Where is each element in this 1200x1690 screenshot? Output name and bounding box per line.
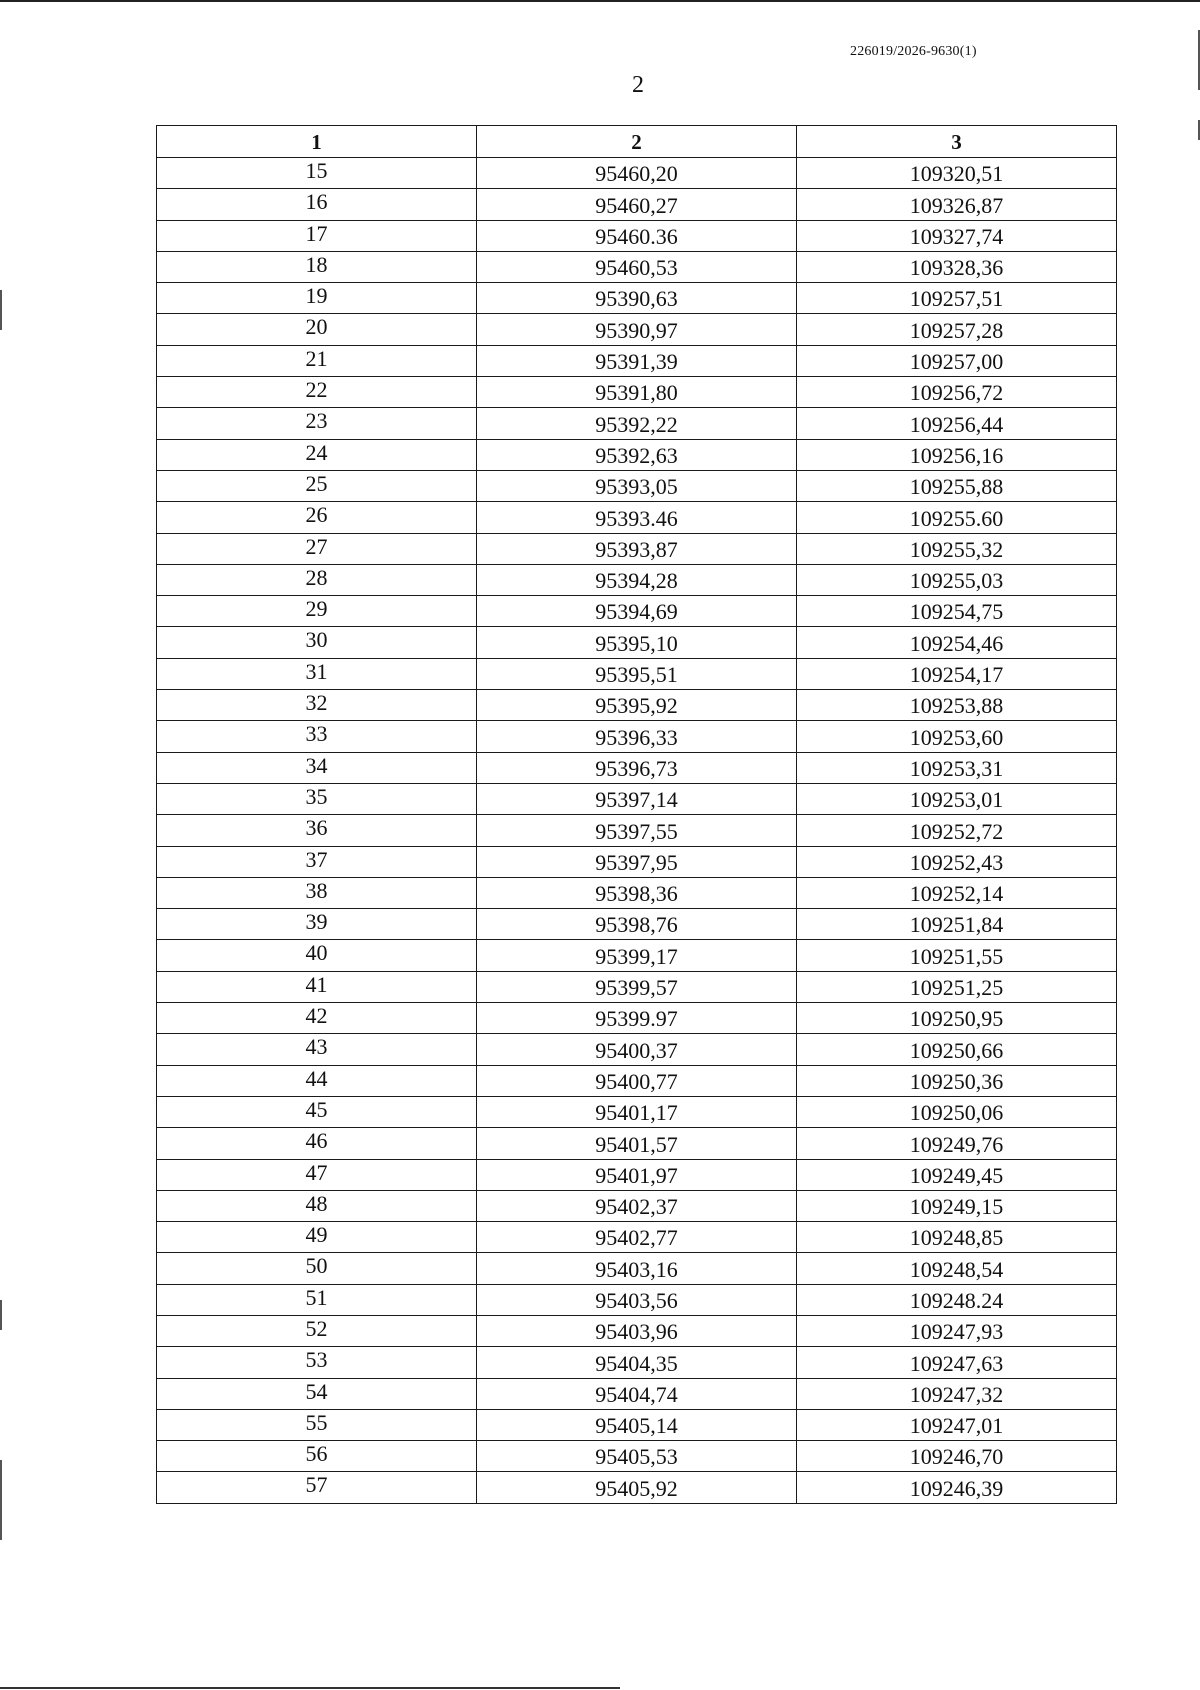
x-coordinate-cell: 95391,80 [477,377,797,408]
point-number-cell: 35 [157,783,477,814]
point-number-cell: 42 [157,1003,477,1034]
x-coordinate-cell: 95405,14 [477,1409,797,1440]
table-row [157,533,1117,564]
x-coordinate-cell: 95398,36 [477,877,797,908]
table-row [157,783,1117,814]
table-row [157,158,1117,189]
point-number-cell: 54 [157,1378,477,1409]
x-coordinate-cell: 95400,37 [477,1034,797,1065]
y-coordinate-cell: 109327,74 [797,220,1117,251]
y-coordinate-cell: 109255.60 [797,502,1117,533]
column-header-2: 2 [477,126,797,158]
x-coordinate-cell: 95391,39 [477,345,797,376]
table-header-row [157,126,1117,158]
x-coordinate-cell: 95397,14 [477,783,797,814]
x-coordinate-cell: 95392,63 [477,439,797,470]
table-row [157,251,1117,282]
x-coordinate-cell: 95390,63 [477,283,797,314]
table-row [157,752,1117,783]
point-number-cell: 50 [157,1253,477,1284]
point-number-cell: 27 [157,533,477,564]
y-coordinate-cell: 109247,01 [797,1409,1117,1440]
table-row [157,971,1117,1002]
x-coordinate-cell: 95393.46 [477,502,797,533]
y-coordinate-cell: 109247,93 [797,1315,1117,1346]
x-coordinate-cell: 95403,96 [477,1315,797,1346]
column-header-1: 1 [157,126,477,158]
table-row [157,940,1117,971]
page-number: 2 [632,72,644,98]
y-coordinate-cell: 109253,88 [797,690,1117,721]
x-coordinate-cell: 95400,77 [477,1065,797,1096]
table-row [157,470,1117,501]
point-number-cell: 34 [157,752,477,783]
column-header-3: 3 [797,126,1117,158]
table-row [157,314,1117,345]
y-coordinate-cell: 109252,14 [797,877,1117,908]
table-row [157,408,1117,439]
y-coordinate-cell: 109254,46 [797,627,1117,658]
table-row [157,1315,1117,1346]
x-coordinate-cell: 95390,97 [477,314,797,345]
x-coordinate-cell: 95394,69 [477,596,797,627]
x-coordinate-cell: 95402,77 [477,1222,797,1253]
point-number-cell: 41 [157,971,477,1002]
point-number-cell: 46 [157,1128,477,1159]
x-coordinate-cell: 95397,95 [477,846,797,877]
y-coordinate-cell: 109328,36 [797,251,1117,282]
x-coordinate-cell: 95403,16 [477,1253,797,1284]
x-coordinate-cell: 95395,51 [477,658,797,689]
y-coordinate-cell: 109246,70 [797,1441,1117,1472]
point-number-cell: 30 [157,627,477,658]
x-coordinate-cell: 95405,53 [477,1441,797,1472]
x-coordinate-cell: 95395,92 [477,690,797,721]
table-body [157,158,1117,1504]
y-coordinate-cell: 109249,45 [797,1159,1117,1190]
point-number-cell: 53 [157,1347,477,1378]
point-number-cell: 28 [157,564,477,595]
scan-artifact [0,290,2,330]
y-coordinate-cell: 109253,01 [797,783,1117,814]
x-coordinate-cell: 95401,97 [477,1159,797,1190]
y-coordinate-cell: 109247,32 [797,1378,1117,1409]
table-row [157,502,1117,533]
y-coordinate-cell: 109257,28 [797,314,1117,345]
point-number-cell: 43 [157,1034,477,1065]
x-coordinate-cell: 95393,87 [477,533,797,564]
point-number-cell: 21 [157,345,477,376]
point-number-cell: 51 [157,1284,477,1315]
x-coordinate-cell: 95402,37 [477,1190,797,1221]
point-number-cell: 31 [157,658,477,689]
table-row [157,815,1117,846]
y-coordinate-cell: 109252,43 [797,846,1117,877]
y-coordinate-cell: 109250,06 [797,1096,1117,1127]
x-coordinate-cell: 95404,35 [477,1347,797,1378]
point-number-cell: 45 [157,1096,477,1127]
point-number-cell: 52 [157,1315,477,1346]
table-row [157,658,1117,689]
x-coordinate-cell: 95396,33 [477,721,797,752]
scan-artifact [0,1300,2,1330]
scan-artifact [0,1460,2,1540]
y-coordinate-cell: 109251,55 [797,940,1117,971]
y-coordinate-cell: 109247,63 [797,1347,1117,1378]
x-coordinate-cell: 95399.97 [477,1003,797,1034]
bottom-scan-edge [0,1687,620,1689]
x-coordinate-cell: 95460.36 [477,220,797,251]
point-number-cell: 39 [157,909,477,940]
point-number-cell: 16 [157,189,477,220]
point-number-cell: 38 [157,877,477,908]
point-number-cell: 24 [157,439,477,470]
y-coordinate-cell: 109250,95 [797,1003,1117,1034]
document-number: 226019/2026-9630(1) [850,44,977,59]
x-coordinate-cell: 95398,76 [477,909,797,940]
y-coordinate-cell: 109256,16 [797,439,1117,470]
point-number-cell: 33 [157,721,477,752]
table-row [157,1347,1117,1378]
x-coordinate-cell: 95395,10 [477,627,797,658]
table-row [157,909,1117,940]
y-coordinate-cell: 109249,76 [797,1128,1117,1159]
table-row [157,345,1117,376]
x-coordinate-cell: 95460,27 [477,189,797,220]
table-row [157,1003,1117,1034]
table-row [157,596,1117,627]
x-coordinate-cell: 95460,20 [477,158,797,189]
y-coordinate-cell: 109253,60 [797,721,1117,752]
x-coordinate-cell: 95460,53 [477,251,797,282]
y-coordinate-cell: 109256,44 [797,408,1117,439]
table-row [157,377,1117,408]
table-row [157,283,1117,314]
top-scan-edge [0,0,1200,2]
table-row [157,564,1117,595]
point-number-cell: 32 [157,690,477,721]
table-row [157,627,1117,658]
point-number-cell: 44 [157,1065,477,1096]
y-coordinate-cell: 109257,51 [797,283,1117,314]
table-row [157,1253,1117,1284]
point-number-cell: 22 [157,377,477,408]
y-coordinate-cell: 109252,72 [797,815,1117,846]
y-coordinate-cell: 109255,32 [797,533,1117,564]
y-coordinate-cell: 109255,03 [797,564,1117,595]
y-coordinate-cell: 109248,85 [797,1222,1117,1253]
point-number-cell: 36 [157,815,477,846]
y-coordinate-cell: 109250,36 [797,1065,1117,1096]
table-row [157,1034,1117,1065]
y-coordinate-cell: 109320,51 [797,158,1117,189]
x-coordinate-cell: 95399,57 [477,971,797,1002]
x-coordinate-cell: 95399,17 [477,940,797,971]
x-coordinate-cell: 95392,22 [477,408,797,439]
point-number-cell: 37 [157,846,477,877]
point-number-cell: 25 [157,470,477,501]
point-number-cell: 23 [157,408,477,439]
table-row [157,1409,1117,1440]
y-coordinate-cell: 109255,88 [797,470,1117,501]
x-coordinate-cell: 95404,74 [477,1378,797,1409]
table-row [157,220,1117,251]
y-coordinate-cell: 109246,39 [797,1472,1117,1503]
x-coordinate-cell: 95393,05 [477,470,797,501]
table-row [157,1472,1117,1503]
table-row [157,690,1117,721]
y-coordinate-cell: 109326,87 [797,189,1117,220]
x-coordinate-cell: 95396,73 [477,752,797,783]
point-number-cell: 26 [157,502,477,533]
table-row [157,1284,1117,1315]
table-row [157,1159,1117,1190]
x-coordinate-cell: 95405,92 [477,1472,797,1503]
table-row [157,1378,1117,1409]
point-number-cell: 55 [157,1409,477,1440]
y-coordinate-cell: 109256,72 [797,377,1117,408]
table-row [157,1065,1117,1096]
coordinates-table [156,125,1117,1504]
y-coordinate-cell: 109248.24 [797,1284,1117,1315]
point-number-cell: 56 [157,1441,477,1472]
table-row [157,846,1117,877]
table-row [157,877,1117,908]
y-coordinate-cell: 109257,00 [797,345,1117,376]
x-coordinate-cell: 95397,55 [477,815,797,846]
x-coordinate-cell: 95401,57 [477,1128,797,1159]
point-number-cell: 29 [157,596,477,627]
x-coordinate-cell: 95394,28 [477,564,797,595]
table-row [157,1222,1117,1253]
point-number-cell: 49 [157,1222,477,1253]
point-number-cell: 47 [157,1159,477,1190]
point-number-cell: 57 [157,1472,477,1503]
x-coordinate-cell: 95403,56 [477,1284,797,1315]
table-row [157,1190,1117,1221]
table-row [157,721,1117,752]
y-coordinate-cell: 109254,17 [797,658,1117,689]
point-number-cell: 20 [157,314,477,345]
y-coordinate-cell: 109250,66 [797,1034,1117,1065]
table-row [157,189,1117,220]
y-coordinate-cell: 109251,25 [797,971,1117,1002]
point-number-cell: 40 [157,940,477,971]
point-number-cell: 17 [157,220,477,251]
point-number-cell: 19 [157,283,477,314]
point-number-cell: 18 [157,251,477,282]
table-row [157,1128,1117,1159]
table-row [157,1441,1117,1472]
y-coordinate-cell: 109249,15 [797,1190,1117,1221]
y-coordinate-cell: 109254,75 [797,596,1117,627]
y-coordinate-cell: 109248,54 [797,1253,1117,1284]
point-number-cell: 15 [157,158,477,189]
y-coordinate-cell: 109251,84 [797,909,1117,940]
x-coordinate-cell: 95401,17 [477,1096,797,1127]
y-coordinate-cell: 109253,31 [797,752,1117,783]
table-row [157,1096,1117,1127]
point-number-cell: 48 [157,1190,477,1221]
table-row [157,439,1117,470]
